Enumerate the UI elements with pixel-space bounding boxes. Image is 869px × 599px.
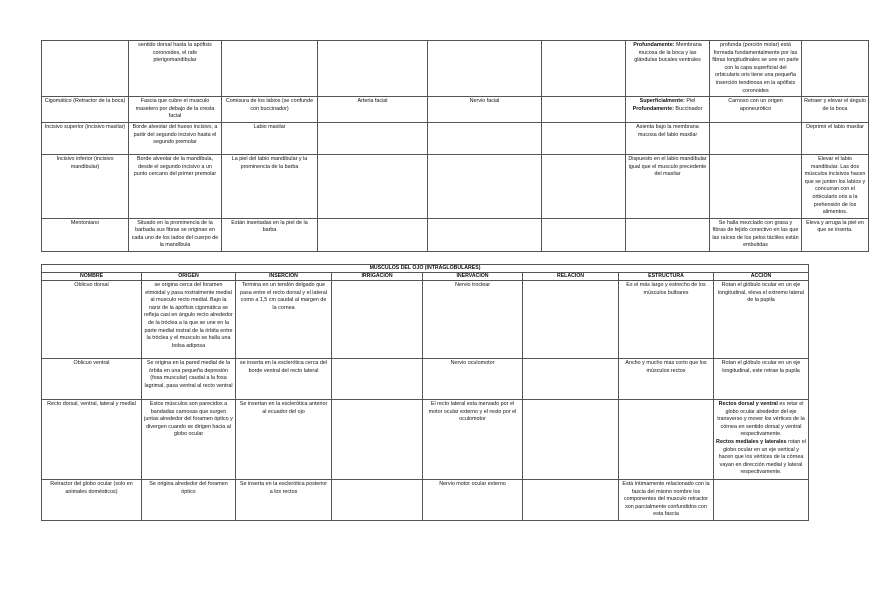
cell-inervacion: [428, 154, 542, 218]
cell-origen: Situado en la prominencia de la barbada sus fibras se originan en cada uno de los lados del cuerpo de la mandíbula: [129, 218, 222, 251]
cell-inervacion: [428, 122, 542, 154]
cell-accion: Elevar el labio mandibular. Las dos músculos incisivos hacen que se junten los labios y concurran con el orbicularis oris a la prehensión de los alimentos.: [802, 154, 869, 218]
cell-origen: Se origina alrededor del foramen óptico: [142, 480, 236, 521]
column-header-insercion: INSERCION: [236, 273, 332, 281]
cell-accion: [714, 480, 809, 521]
table-row: [42, 400, 809, 480]
cell-estructura: Está íntimamente relacionado con la fascia del mismo nombre los componentes del musculo retractor son parcialmente confundidos con esta fascia: [619, 480, 714, 521]
bold-label: Rectos dorsal y ventral: [718, 401, 778, 407]
table-row: [42, 97, 869, 123]
eye-muscles-table: [41, 264, 809, 521]
table-row: [42, 480, 809, 521]
cell-relacion: [523, 400, 619, 480]
cell-insercion: Se inserta en la esclerótica posterior a los rectos: [236, 480, 332, 521]
cell-irrigacion: [332, 400, 423, 480]
cell-irrigacion: [332, 480, 423, 521]
cell-estructura: [619, 400, 714, 480]
cell-irrigacion: [332, 281, 423, 359]
cell-inervacion: Nervio facial: [428, 97, 542, 123]
cell-text: Rotan el glóbulo ocular en un eje longitudinal, eleva el extremo lateral de la pupila: [717, 282, 804, 304]
cell-insercion: La piel del labio mandibular y la prominencia de la barba: [222, 154, 318, 218]
cell-irrigacion: [332, 359, 423, 400]
cell-accion: Retraer y elevar el ángulo de la boca: [802, 97, 869, 123]
cell-text: Rotan el glóbulo ocular en un eje longitudinal, este retrae la pupila: [721, 360, 801, 374]
cell-estructura-detalle: [710, 122, 802, 154]
cell-nombre: Incisivo superior (incisivo maxilar): [42, 122, 129, 154]
bold-label: Rectos mediales y laterales: [716, 438, 787, 445]
table-row: [42, 359, 809, 400]
cell-nombre: Oblicuo ventral: [42, 359, 142, 400]
table-row: [42, 41, 869, 97]
cell-irrigacion: [318, 154, 428, 218]
cell-text: Membrana mucosa de la boca y las glándulas bucales ventrales: [634, 42, 702, 64]
cell-insercion: [222, 41, 318, 97]
cell-relacion: [542, 41, 626, 97]
column-header-estructura: ESTRUCTURA: [619, 273, 714, 281]
cell-relacion: [542, 122, 626, 154]
cell-relacion: [523, 281, 619, 359]
cell-nombre: Mentoniano: [42, 218, 129, 251]
cell-inervacion: Nervio oculomotor: [423, 359, 523, 400]
cell-nombre: Retractor del globo ocular (solo en animales domésticos): [42, 480, 142, 521]
cell-nombre: [42, 41, 129, 97]
cell-inervacion: Nervio motor ocular externo: [423, 480, 523, 521]
facial-muscles-table: [41, 40, 869, 252]
cell-inervacion: [428, 41, 542, 97]
cell-estructura: Ancho y mucho mas corto que los músculos rectos: [619, 359, 714, 400]
cell-estructura: [626, 41, 710, 97]
cell-nombre: Recto dorsal, ventral, lateral y medial: [42, 400, 142, 480]
cell-origen: Fascia que cubre el musculo masetero por debajo de la cresta facial: [129, 97, 222, 123]
column-header-origen: ORIGEN: [142, 273, 236, 281]
cell-estructura-detalle: profunda (porción molar) está formada fundamentalmente por las fibras longitudinales se une en parte con la capa superficial del orbicularis oris tiene una pequeña inserción tendinosa en la apófisis coronoides: [710, 41, 802, 97]
cell-estructura-detalle: Se halla mezclado con grasa y fibras de tejido conectivo en las que las raíces de los pelos táctiles están embutidas: [710, 218, 802, 251]
cell-origen: Borde alveolar del hueso incisivo, a partir del segundo incisivo hasta el segundo premolar: [129, 122, 222, 154]
cell-inervacion: Nervio troclear: [423, 281, 523, 359]
cell-accion: Deprimir el labio maxilar: [802, 122, 869, 154]
cell-nombre: Cigomático (Retractor de la boca): [42, 97, 129, 123]
cell-accion: [714, 281, 809, 359]
cell-origen: se origina cerca del foramen etmoidal y pasa rostralmente medial al musculo recto medial. Bajo la nariz de la apófisis cigomática se refleja casi en ángulo recto alrededor de la tróclea a la que se une en la parte medial rostral de la órbita entre la tróclea y el musculo se halla una bolsa adiposa: [142, 281, 236, 359]
table-row: [42, 122, 869, 154]
column-header-accion: ACCION: [714, 273, 809, 281]
cell-estructura-detalle: Carnoso con un origen aponeurótico: [710, 97, 802, 123]
cell-estructura: Es el más largo y estrecho de los músculos bulbares: [619, 281, 714, 359]
cell-text: Buccinador: [673, 105, 703, 112]
cell-text: Dispuesto en el labio mandibular igual que el musculo precedente del maxilar: [628, 155, 707, 178]
cell-origen: sentido dorsal hasta la apófisis coronoides, el rafe pterigomandibular: [129, 41, 222, 97]
cell-estructura: [626, 154, 710, 218]
cell-text: rotan el globo ocular en un eje vertical y hacen que los vértices de la córnea vayan en dirección medial y lateral respectivamente.: [718, 438, 806, 476]
table-header-row: [42, 273, 809, 281]
cell-accion: [714, 400, 809, 480]
cell-irrigacion: [318, 122, 428, 154]
cell-text: Asienta bajo la membrana mucosa del labio maxilar: [636, 123, 699, 138]
cell-text: Piel: [684, 98, 696, 105]
cell-estructura: [626, 97, 710, 123]
cell-relacion: [523, 359, 619, 400]
bold-label: Profundamente:: [632, 105, 674, 112]
cell-relacion: [523, 480, 619, 521]
bold-label: Superficialmente:: [639, 98, 685, 105]
cell-insercion: se inserta en la esclerótica cerca del borde ventral del recto lateral: [236, 359, 332, 400]
cell-insercion: Se insertan en la esclerótica anterior al ecuador del ojo: [236, 400, 332, 480]
cell-irrigacion: [318, 41, 428, 97]
column-header-inervacion: INERVACION: [423, 273, 523, 281]
cell-text: es retar el globo ocular alrededor del eje transverso y mover los vértices de la córnea en sentido dorsal y ventral respectivamente.: [717, 401, 805, 438]
cell-irrigacion: Arteria facial: [318, 97, 428, 123]
column-header-relacion: RELACION: [523, 273, 619, 281]
table-row: [42, 218, 869, 251]
table-row: [42, 281, 809, 359]
cell-accion: Eleva y arruga la piel en que se inserta.: [802, 218, 869, 251]
cell-estructura: [626, 122, 710, 154]
table-title: MUSCULOS DEL OJO (INTRAGLOBULARES): [42, 265, 809, 273]
cell-relacion: [542, 218, 626, 251]
cell-relacion: [542, 97, 626, 123]
cell-accion: [802, 41, 869, 97]
cell-origen: Estos músculos son parecidos a bandadas carnosas que surgen juntas alrededor del foramen óptico y divergen cuando se dirigen hacia al globo ocular: [142, 400, 236, 480]
cell-insercion: Labio maxilar: [222, 122, 318, 154]
cell-irrigacion: [318, 218, 428, 251]
table-row: [42, 154, 869, 218]
cell-accion: [714, 359, 809, 400]
cell-estructura: [626, 218, 710, 251]
table-title-row: [42, 265, 809, 273]
column-header-nombre: NOMBRE: [42, 273, 142, 281]
bold-label: Profundamente:: [633, 42, 675, 48]
cell-origen: Borde alveolar de la mandíbula, desde el segundo incisivo a un punto cercano del primer premolar: [129, 154, 222, 218]
cell-insercion: Comisura de los labios (se confunde con buccinador): [222, 97, 318, 123]
cell-estructura-detalle: [710, 154, 802, 218]
cell-relacion: [542, 154, 626, 218]
cell-inervacion: [428, 218, 542, 251]
cell-insercion: Están insertadas en la piel de la barba: [222, 218, 318, 251]
cell-inervacion: El recto lateral esta inervado por el motor ocular externo y el resto por el oculomotor: [423, 400, 523, 480]
column-header-irrigacion: IRRIGACION: [332, 273, 423, 281]
cell-nombre: Oblicuo dorsal: [42, 281, 142, 359]
cell-origen: Se origina en la pared medial de la órbita en una pequeña depresión (fosa muscular) caudal a la fosa lagrimal, pasa ventral al recto ventral: [142, 359, 236, 400]
cell-insercion: Termina en un tendón delgado que pasa entre el recto dorsal y el lateral como a 1,5 cm caudal al margen de la cornea: [236, 281, 332, 359]
cell-nombre: Incisivo inferior (incisivo mandibular): [42, 154, 129, 218]
